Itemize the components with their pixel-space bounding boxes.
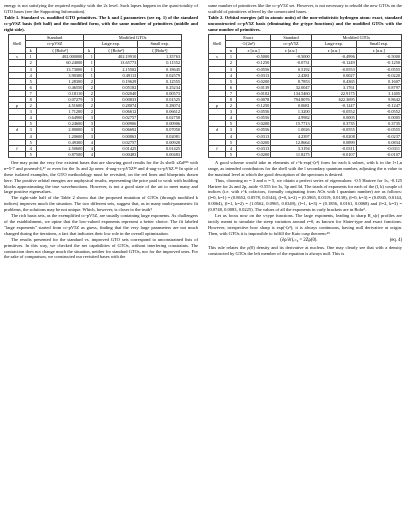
t1-cell: 0.28074	[94, 103, 137, 109]
table2-caption-title: Table 2. Orbital energies (all in atomic units) of the non-relativistic hydrogen atom:	[208, 14, 371, 20]
t1-cell: 0.49300	[36, 139, 84, 145]
table2-header-modified: Modified GTOs	[311, 34, 401, 41]
table2-col-large: ε [a.u.]	[311, 47, 356, 54]
t1-cell: 0.19629	[94, 78, 137, 84]
right-column	[208, 3, 402, 257]
t2-cell: 0.4365	[311, 78, 356, 84]
t1-cell: 3	[84, 133, 95, 139]
t2-cell: 5	[226, 139, 237, 145]
t1-cell: d	[9, 127, 26, 133]
t2-cell: -0.0200	[236, 78, 270, 84]
t2-cell	[209, 151, 226, 157]
t1-cell: 60.24000	[36, 60, 84, 66]
table1-subheader-basis: cc-pVSZ	[26, 41, 84, 48]
t2-cell: -0.0078	[236, 96, 270, 102]
t1-cell: 0.12555	[138, 78, 182, 84]
table2-caption	[208, 15, 402, 33]
right-paragraph-3: Thus, choosing m = 3 and n = 5, we obtain a perfect series of eigenvalues: -0.5 Hartree for 1s, -0.125 Hartree for 2s and 2p, aside -0.555 for 3s, 3p and 3d. The triads of exponents for each of the (l, k) couple of indices (i.e. with r^k cofactors, formally originating from AOs with l quantum number) are as follows: (l=0, k=1) = (0.8652, 0.0578, 0.0144), (l=0, k=2) = (0.3965, 0.0319, 0.0138), (l=0, k=3) = (0.0945, 0.0144, 0.0064), (l=1, k=2) = (1.0562, 0.0965, 0.0349), (l=1, k=3) = (0.1856, 0.0161, 0.0068) and (l=2, k=3) = (0.0748, 0.0083, 0.0225). The values of all the exponents in curly brackets are in Bohr².	[208, 177, 402, 213]
t1-cell: s	[9, 54, 26, 60]
t2-cell: -0.0200	[236, 151, 270, 157]
kato-cusp-equation	[208, 238, 402, 244]
t1-cell: 2.50600	[36, 145, 84, 151]
t1-cell: 1	[84, 60, 95, 66]
t2-cell: -0.0200	[236, 139, 270, 145]
t2-cell: 4	[226, 115, 237, 121]
t2-cell: 2.4381	[271, 72, 311, 78]
t1-cell: 3.90300	[36, 72, 84, 78]
t1-cell: 8	[26, 96, 37, 102]
t2-cell: 1.3200	[271, 109, 311, 115]
t1-cell: 4	[26, 72, 37, 78]
t1-cell: 0.00483	[138, 151, 182, 157]
t2-cell: -0.0556	[236, 109, 270, 115]
t2-cell: -0.5000	[356, 54, 401, 60]
t2-cell: 134.5460	[271, 90, 311, 96]
t1-cell: 4	[26, 145, 37, 151]
equation-body: (∂ρ/∂r)ᵣ₌₀ = 2Zρ(0).	[280, 237, 318, 243]
t2-cell: 0.8797	[356, 84, 401, 90]
t2-cell: 0.0005	[356, 115, 401, 121]
table2-col-standard: ε [a.u.]	[271, 47, 311, 54]
t1-cell: 2	[84, 78, 95, 84]
t1-cell: 0.00928	[138, 139, 182, 145]
t2-cell: f	[209, 145, 226, 151]
t1-cell: f	[9, 145, 26, 151]
t1-cell: 0.02040	[94, 90, 137, 96]
t2-cell: -0.0200	[236, 121, 270, 127]
t2-cell: -0.0311	[356, 145, 401, 151]
t1-cell: 13.65773	[94, 60, 137, 66]
table-row	[9, 151, 182, 157]
t2-cell: 8	[226, 96, 237, 102]
t1-cell: 1.28300	[36, 78, 84, 84]
table2-header-standard: Standard	[271, 34, 311, 41]
t2-cell: -0.0139	[236, 84, 270, 90]
table2-subheader-basis: cc-pV5Z	[271, 41, 311, 48]
t2-cell: -0.0311	[311, 145, 356, 151]
t2-cell: d	[209, 127, 226, 133]
t1-cell: 0.00833	[94, 96, 137, 102]
t1-cell: 4.51600	[36, 103, 84, 109]
t1-cell: 3	[84, 127, 95, 133]
table1-subheader-row	[9, 41, 182, 48]
equation-label: (eq. 4)	[389, 237, 402, 243]
t1-cell: 0.11552	[138, 60, 182, 66]
t2-cell: -0.0107	[356, 151, 401, 157]
t1-cell: 2	[26, 60, 37, 66]
t2-cell: -0.0313	[236, 133, 270, 139]
t1-cell: 402.19910	[94, 54, 137, 60]
t2-cell: 22.9175	[311, 90, 356, 96]
table2-subheader-small: Small exp.	[356, 41, 401, 48]
t1-cell: 4	[84, 139, 95, 145]
t1-cell: 0.06692	[94, 127, 137, 133]
t2-cell: 5	[226, 151, 237, 157]
right-paragraph-2: A good scheme would take m elements of r^k·exp(-ζr²) form for each k subset, with k in the l+1,n range, as intended contributors for the shell with the l secondary quantum number, adjusting the n value to the maximal level at which the good description of the spectrum is desired.	[208, 159, 402, 177]
t2-cell: -0.1250	[236, 60, 270, 66]
t1-cell: 0.01425	[94, 145, 137, 151]
t1-cell: 1	[84, 66, 95, 72]
t1-cell: 0.46550	[36, 84, 84, 90]
t1-cell	[9, 151, 26, 157]
t1-cell: 2	[84, 109, 95, 115]
table1-header-shell: Shell	[9, 34, 26, 54]
table1-caption	[4, 15, 198, 33]
t1-cell: 0.87500	[36, 151, 84, 157]
t1-cell: 0.00573	[138, 90, 182, 96]
t1-cell: 0.06612	[138, 109, 182, 115]
t2-cell: -0.0555	[356, 66, 401, 72]
t1-cell: 3	[26, 109, 37, 115]
table1-header-row	[9, 34, 182, 41]
t2-cell: 622.3695	[311, 96, 356, 102]
t1-cell: 1	[26, 54, 37, 60]
t1-cell: 0.02758	[138, 115, 182, 121]
t2-cell: 9.8642	[356, 96, 401, 102]
t2-cell: -0.1249	[311, 60, 356, 66]
t1-cell: 5	[26, 78, 37, 84]
t2-cell: p	[209, 103, 226, 109]
t2-cell: -0.0313	[236, 145, 270, 151]
t2-cell: -0.0555	[311, 127, 356, 133]
table1	[8, 34, 182, 158]
t2-cell: 794.8076	[271, 96, 311, 102]
t2-cell: -0.5000	[236, 54, 270, 60]
table2-subheader-large: Large exp.	[311, 41, 356, 48]
t1-cell: 0.28074	[138, 103, 182, 109]
t2-cell: -0.1247	[356, 103, 401, 109]
table1-subheader-small: Small exp.	[138, 41, 182, 48]
t2-cell: 0.5192	[271, 66, 311, 72]
t2-cell: -0.1250	[236, 103, 270, 109]
left-paragraph-5: The results presented for the standard vs. improved GTO sets correspond to unconstrained lists of primitives. In this way, we checked the net capabilities of GTOs, without interfering constraints. The contraction does not change much the situation, neither for standard GTOs, nor for the improved ones. For the sake of comparison, we constructed our revisited bases with the	[4, 236, 198, 260]
t2-cell: 11.8275	[271, 151, 311, 157]
table2-col-exact: ε [a.u.]	[236, 47, 270, 54]
t2-cell: 12.8664	[271, 139, 311, 145]
t2-cell: 15.7713	[271, 121, 311, 127]
t2-cell: 4	[226, 133, 237, 139]
t2-cell: -0.0107	[311, 151, 356, 157]
t1-cell: 0.02757	[94, 139, 137, 145]
t1-cell: 0.01425	[138, 145, 182, 151]
table1-col-zeta-small: ζ [Bohr²]	[138, 47, 182, 54]
t1-cell: 4	[84, 145, 95, 151]
table1-header-standard: Standard	[26, 34, 84, 41]
table2-header-exact: Exact	[226, 34, 271, 41]
t2-cell: 0.0005	[311, 115, 356, 121]
t1-cell: 2	[84, 84, 95, 90]
t1-cell: 0.02579	[138, 72, 182, 78]
t1-cell: 0.05182	[94, 84, 137, 90]
t1-cell: 3	[26, 127, 37, 133]
t1-cell: 3	[84, 121, 95, 127]
t1-cell: 2.15502	[94, 66, 137, 72]
t2-cell: 4	[226, 145, 237, 151]
t1-cell: 0.64900	[36, 115, 84, 121]
t2-cell: -0.0731	[271, 60, 311, 66]
table2-header-row	[209, 34, 402, 41]
t1-cell: 2	[26, 103, 37, 109]
t2-cell: -0.0552	[356, 109, 401, 115]
right-paragraph-5: This rule relates the ρ(0) density and its derivative at nucleus. One may clearly see that with a density constructed by GTOs the left member of the equation is always null. This is	[208, 244, 402, 256]
right-paragraph-1: same number of primitives like the cc-pV5Z set. However, is not necessary to rebuild the new GTOs on the scaffold of primitives offered by the consecrated bases.	[208, 3, 402, 14]
t1-cell: 402.000000	[36, 54, 84, 60]
t1-cell: 0.07050	[138, 127, 182, 133]
t1-cell: 0.00863	[94, 133, 137, 139]
table1-subheader2-row	[9, 47, 182, 54]
t1-cell: 1	[84, 72, 95, 78]
t2-cell: 7	[226, 90, 237, 96]
t1-cell: 4	[84, 151, 95, 157]
t2-cell: -0.0555	[356, 127, 401, 133]
t1-cell: 0.18645	[138, 66, 182, 72]
t2-cell: -0.4996	[311, 54, 356, 60]
table1-col-k-mod: k	[84, 47, 95, 54]
t1-cell: 0.25234	[138, 84, 182, 90]
t1-cell: 0.18110	[36, 90, 84, 96]
t1-cell: 0.07279	[36, 96, 84, 102]
t1-cell: 0.02081	[138, 133, 182, 139]
t1-cell: 5	[26, 121, 37, 127]
t1-cell: 0.49113	[94, 72, 137, 78]
t2-cell: 2	[226, 103, 237, 109]
table1-caption-title: Table 1. Standard vs. modified GTO primitives. The k and ζ	[4, 14, 123, 20]
left-paragraph-1: energy is not satisfying the required equality with the 2s level. Such lapses happen in the quasi-totality of GTO bases (see the Supporting Information).	[4, 3, 198, 14]
t1-cell: 3	[26, 66, 37, 72]
table1-header-modified: Modified GTOs	[84, 34, 182, 41]
t2-cell: 4.2397	[271, 133, 311, 139]
t1-cell: 3	[84, 115, 95, 121]
t2-cell: 3	[226, 127, 237, 133]
t2-cell: 5	[226, 121, 237, 127]
t2-cell: 4.9982	[271, 115, 311, 121]
table2-subheader2-row	[209, 47, 402, 54]
t1-cell: 2	[84, 90, 95, 96]
t2-cell: 8.7853	[271, 78, 311, 84]
t1-cell: 4	[26, 115, 37, 121]
table1-caption-rest: parameters (see eq. 1) of the standard cc-pVSZ basis (left half) and the modified form, with the same number of primitives (middle and right side).	[4, 14, 198, 32]
table2-subheader-row	[209, 41, 402, 48]
t2-cell: -0.0313	[236, 72, 270, 78]
t1-cell: 1.20600	[36, 133, 84, 139]
t2-cell: -0.0208	[311, 133, 356, 139]
t1-cell: 0.24600	[36, 121, 84, 127]
t2-cell: 2	[226, 60, 237, 66]
t1-cell: p	[9, 103, 26, 109]
t2-cell: -0.0220	[356, 72, 401, 78]
table1-col-zeta-large: ζ [Bohr²]	[94, 47, 137, 54]
t1-cell: 6	[26, 84, 37, 90]
table2	[208, 34, 402, 158]
t2-cell: 0.0834	[356, 139, 401, 145]
t1-cell: 0.00906	[94, 121, 137, 127]
table2-col-n: n	[226, 47, 237, 54]
t2-cell: 0.3735	[356, 121, 401, 127]
table-row	[209, 151, 402, 157]
t1-cell: 5	[26, 151, 37, 157]
t2-cell: -0.0556	[236, 115, 270, 121]
table1-subheader-large: Large exp.	[84, 41, 138, 48]
table2-subheader-exact: -1/(2n²)	[226, 41, 271, 48]
t1-cell: 13.73000	[36, 66, 84, 72]
t2-cell: 4	[226, 72, 237, 78]
left-column	[4, 3, 198, 260]
t1-cell: 3	[84, 96, 95, 102]
t2-cell: 0.0681	[271, 103, 311, 109]
table1-col-k: k	[26, 47, 37, 54]
t2-cell: 1.0026	[271, 127, 311, 133]
t2-cell: 6	[226, 84, 237, 90]
right-paragraph-4: Let us focus now on the s-type functions. The large exponents, leading to sharp R_s(r) profiles are tacitly meant to simulate the steep variation around r=0, as known for Slater-type and exact functions. However, irrespective how sharp is exp(-ζr²), it is always continuous, having null derivative at origin. Then, with GTOs it is impossible to fulfill the Kato cusp theorem:²⁹	[208, 213, 402, 236]
t2-cell: 3.3194	[271, 145, 311, 151]
t2-cell: -0.0553	[311, 66, 356, 72]
t2-cell: 0.1607	[356, 78, 401, 84]
t1-cell: 0.00906	[138, 121, 182, 127]
t2-cell: -0.5000	[271, 54, 311, 60]
t2-cell: -0.0552	[311, 109, 356, 115]
table1-col-zeta: ζ [Bohr²]	[36, 47, 84, 54]
t1-cell: 0.01525	[138, 96, 182, 102]
t2-cell: 0.3735	[311, 121, 356, 127]
t2-cell: -0.0556	[236, 127, 270, 133]
t2-cell: -0.0237	[356, 133, 401, 139]
t1-cell: 2	[84, 103, 95, 109]
t2-cell: 3	[226, 109, 237, 115]
t2-cell: -0.0556	[236, 66, 270, 72]
t1-cell: 0.00483	[94, 151, 137, 157]
t1-cell: 5	[26, 139, 37, 145]
t2-cell: 0.0899	[311, 139, 356, 145]
t1-cell: 1.35763	[138, 54, 182, 60]
t2-cell: 32.0047	[271, 84, 311, 90]
table2-col-small: ε [a.u.]	[356, 47, 401, 54]
t1-cell: 1.71200	[36, 109, 84, 115]
t1-cell: 0.06612	[94, 109, 137, 115]
t2-cell: 5	[226, 78, 237, 84]
left-paragraph-2: One may point the very few existent bases that are showing good results for the 2s shell: sZaP²⁶ with n=5-7 and pcsemd-4,²⁷ or even for the 3s and 2p ones: d-aug-cc-pV5Z²⁸ and d-aug-cc-pV6Z.²⁸ In spite of these isolated examples, the GTO methodology must be revisited, on the red lines and blueprints drawn here. The positive orbital energies are unphysical results, representing the price paid to work with building blocks approximating the true wavefunctions. However, is not a good state of the art to meet many and large positive eigenvalues.	[4, 159, 198, 195]
t2-cell: -0.1250	[356, 60, 401, 66]
t2-cell: 0.0027	[311, 72, 356, 78]
t2-cell: 3.1405	[356, 90, 401, 96]
t1-cell: 2.80000	[36, 127, 84, 133]
table2-caption-rest: exact, standard unconstructed cc-pV5Z basis (eliminating the g-type functions) and the modified GTOs with the same number of primitives.	[208, 14, 403, 32]
t1-cell: 4	[26, 133, 37, 139]
t2-cell: -0.1247	[311, 103, 356, 109]
t2-cell: 3.1761	[311, 84, 356, 90]
table2-header-shell: Shell	[209, 34, 226, 54]
t1-cell: 0.02757	[94, 115, 137, 121]
t1-cell: 7	[26, 90, 37, 96]
t2-cell: 3	[226, 66, 237, 72]
t2-cell: 1	[226, 54, 237, 60]
left-paragraph-4: The rich basis sets, as the exemplified cc-pV5Z, are usually containing large exponents. As challengers of the establishment, we opine that the low-valued exponents represent a better choice. The fit labeled "large exponents" started from cc-pV5Z as guess, finding that the very large parameters are not much changed during the iterations, a fact that indicates their low role in the overall optimization.	[4, 213, 198, 236]
t1-cell: 1	[84, 54, 95, 60]
t2-cell: -0.0102	[236, 90, 270, 96]
left-paragraph-3: The right-side half of the Table 2 shows that the proposed mutation of GTOs (through modified k indices) improves much the situation. The two different sets, suggest that, as in many multi-parametric fit problems, the solutions may be not unique. Which, however, is closer to the truth?	[4, 195, 198, 213]
t2-cell: s	[209, 54, 226, 60]
